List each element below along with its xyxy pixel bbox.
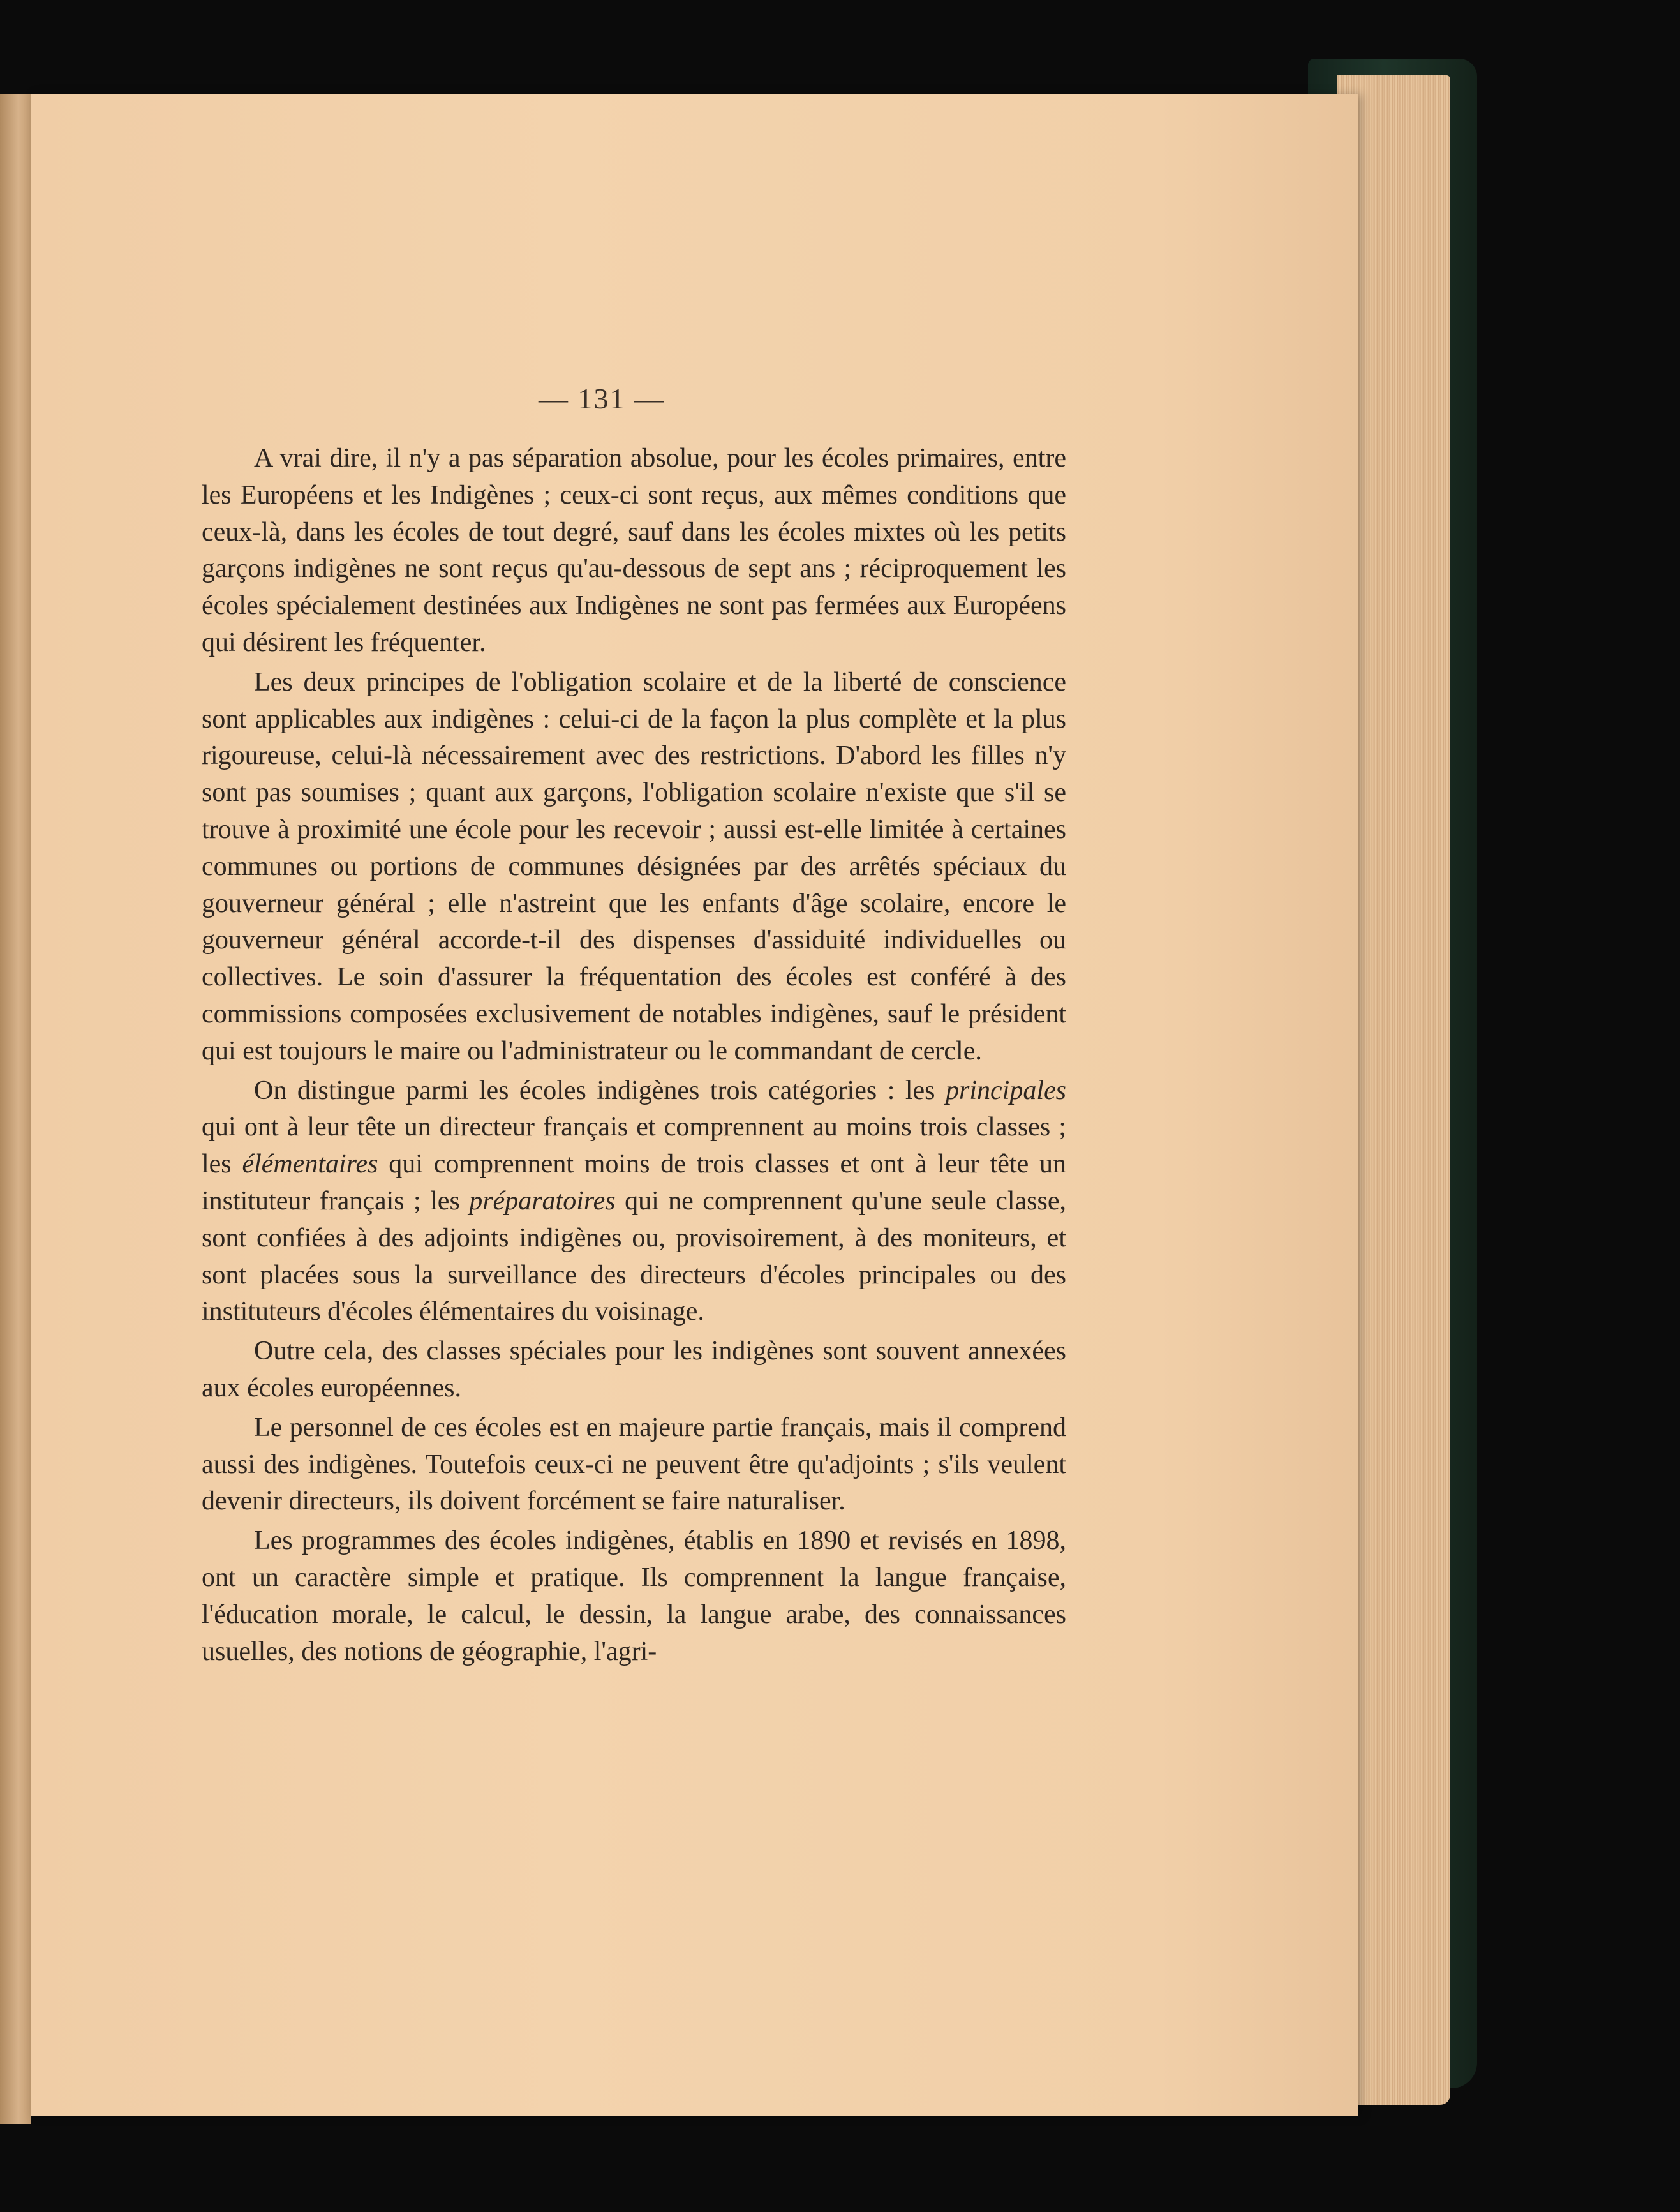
text-run: Les deux principes de l'obligation scolaire et de la liberté de conscience sont applicables aux indigènes : celui-ci de la façon la plus complète et la plus rigoureuse, celui-là nécessairement avec des restrictions. D'abord les filles n'y sont pas soumises ; quant aux garçons, l'obligation scolaire n'existe que s'il se trouve à proximité une école pour les recevoir ; aussi est-elle limitée à certaines communes ou portions de communes désignées par des arrêtés spéciaux du gouverneur général ; elle n'astreint que les enfants d'âge scolaire, encore le gouverneur général accorde-t-il des dispenses d'assiduité individuelles ou collectives. Le soin d'assurer la fréquentation des écoles est conféré à des commissions composées exclusivement de notables indigènes, sauf le président qui est toujours le maire ou l'administrateur ou le commandant de cercle.	[202, 667, 1066, 1066]
italic-term: élémentaires	[242, 1149, 378, 1179]
italic-term: principales	[946, 1075, 1066, 1105]
paragraph-5	[202, 1410, 1066, 1520]
text-run: Les programmes des écoles indigènes, établis en 1890 et revisés en 1898, ont un caractère simple et pratique. Ils comprennent la langue française, l'éducation morale, le calcul, le dessin, la langue arabe, des connaissances usuelles, des notions de géographie, l'agri-	[202, 1526, 1066, 1666]
text-run: qui ont à leur tête un directeur français et comprennent au moins trois classes ; les	[202, 1112, 1066, 1179]
italic-term: préparatoires	[469, 1186, 616, 1216]
paragraph-1	[202, 440, 1066, 662]
paragraph-3	[202, 1073, 1066, 1331]
paragraph-6	[202, 1523, 1066, 1670]
paragraph-4	[202, 1333, 1066, 1407]
text-run: Le personnel de ces écoles est en majeure partie français, mais il comprend aussi des indigènes. Toutefois ceux-ci ne peuvent être qu'adjoints ; s'ils veulent devenir directeurs, ils doivent forcément se faire naturaliser.	[202, 1412, 1066, 1516]
book-page	[31, 94, 1358, 2116]
left-page-edge	[0, 94, 31, 2124]
text-run: Outre cela, des classes spéciales pour les indigènes sont souvent annexées aux écoles européennes.	[202, 1336, 1066, 1403]
text-run: qui comprennent moins de trois classes et ont à leur tête un instituteur français ; les	[202, 1149, 1067, 1216]
body-text	[202, 440, 1066, 1673]
page-number: — 131 —	[539, 382, 665, 415]
text-run: qui ne comprennent qu'une seule classe, sont confiées à des adjoints indigènes ou, provisoirement, à des moniteurs, et sont placées sous la surveillance des directeurs d'écoles principales ou des instituteurs d'écoles élémentaires du voisinage.	[202, 1186, 1066, 1327]
paragraph-2	[202, 664, 1066, 1070]
text-run: On distingue parmi les écoles indigènes trois catégories : les	[254, 1075, 946, 1105]
text-run: A vrai dire, il n'y a pas séparation absolue, pour les écoles primaires, entre les Européens et les Indigènes ; ceux-ci sont reçus, aux mêmes conditions que ceux-là, dans les écoles de tout degré, sauf dans les écoles mixtes où les petits garçons indigènes ne sont reçus qu'au-dessous de sept ans ; réciproquement les écoles spécialement destinées aux Indigènes ne sont pas fermées aux Européens qui désirent les fréquenter.	[202, 444, 1066, 657]
